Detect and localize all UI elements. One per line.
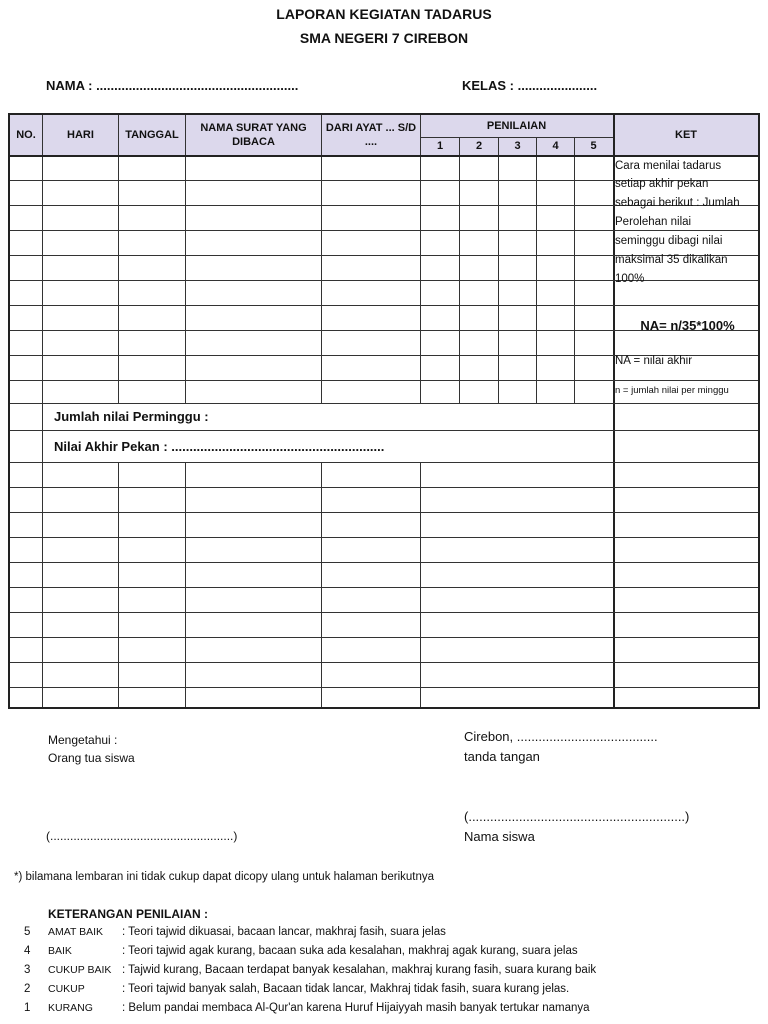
parent-signature-blank: (.......................................................) bbox=[46, 829, 238, 843]
keterangan-label: BAIK bbox=[48, 945, 72, 957]
summary-week: Jumlah nilai Perminggu : bbox=[54, 409, 209, 424]
table-hline bbox=[10, 687, 758, 688]
table-hline bbox=[10, 155, 758, 157]
table-hline bbox=[10, 662, 758, 663]
header-score-1: 1 bbox=[436, 139, 444, 152]
table-vline bbox=[185, 462, 186, 707]
mengetahui-label: Mengetahui : bbox=[48, 733, 118, 747]
keterangan-score: 2 bbox=[24, 983, 31, 995]
cirebon-date-field: Cirebon, ....................................... bbox=[464, 729, 658, 744]
table-hline bbox=[10, 612, 758, 613]
student-signature-blank: (............................................................) bbox=[464, 809, 690, 824]
kelas-field: KELAS : ...................... bbox=[462, 78, 598, 93]
tanda-tangan-label: tanda tangan bbox=[464, 749, 540, 764]
table-vline bbox=[118, 462, 119, 707]
table-vline bbox=[420, 115, 421, 403]
table-hline bbox=[10, 462, 758, 463]
table-hline bbox=[10, 403, 758, 404]
table-vline bbox=[42, 403, 43, 462]
table-hline bbox=[10, 380, 758, 381]
keterangan-score: 1 bbox=[24, 1002, 31, 1014]
keterangan-score: 4 bbox=[24, 945, 31, 957]
table-vline bbox=[321, 115, 322, 403]
table-vline bbox=[420, 462, 421, 707]
keterangan-title: KETERANGAN PENILAIAN : bbox=[48, 907, 209, 921]
keterangan-row bbox=[0, 983, 768, 1001]
school-name: SMA NEGERI 7 CIREBON bbox=[299, 30, 469, 46]
ket-line-2: sebagai berikut : Jumlah bbox=[615, 197, 740, 209]
ket-formula: NA= n/35*100% bbox=[640, 318, 735, 333]
keterangan-label: AMAT BAIK bbox=[48, 926, 104, 938]
keterangan-desc: : Tajwid kurang, Bacaan terdapat banyak kesalahan, makhraj kurang fasih, suara kurang baik bbox=[122, 964, 597, 976]
keterangan-score: 3 bbox=[24, 964, 31, 976]
table-hline bbox=[10, 512, 758, 513]
header-ket: KET bbox=[675, 128, 697, 141]
header-score-3: 3 bbox=[514, 139, 521, 152]
header-no: NO. bbox=[16, 128, 36, 141]
keterangan-row bbox=[0, 1002, 768, 1020]
table-vline bbox=[574, 137, 575, 403]
nama-siswa-label: Nama siswa bbox=[464, 829, 535, 844]
table-hline bbox=[10, 430, 758, 431]
footnote: *) bilamana lembaran ini tidak cukup dapat dicopy ulang untuk halaman berikutnya bbox=[14, 871, 435, 883]
keterangan-label: KURANG bbox=[48, 1002, 93, 1014]
table-hline bbox=[10, 587, 758, 588]
header-tanggal: TANGGAL bbox=[125, 128, 179, 141]
keterangan-row bbox=[0, 945, 768, 963]
keterangan-desc: : Teori tajwid banyak salah, Bacaan tidak lancar, Makhraj tidak fasih, suara kurang jelas. bbox=[122, 983, 570, 995]
keterangan-score: 5 bbox=[24, 926, 31, 938]
header-surat: NAMA SURAT YANG DIBACA bbox=[200, 121, 307, 148]
ket-na-definition: NA = nilai akhir bbox=[615, 355, 693, 367]
keterangan-desc: : Belum pandai membaca Al-Qur'an karena Huruf Hijaiyyah masih banyak tertukar namanya bbox=[122, 1002, 590, 1014]
table-hline bbox=[10, 637, 758, 638]
table-vline bbox=[459, 137, 460, 403]
table-hline bbox=[10, 230, 758, 231]
table-vline bbox=[118, 115, 119, 403]
header-score-4: 4 bbox=[552, 139, 559, 152]
orang-tua-label: Orang tua siswa bbox=[48, 751, 135, 765]
ket-n-definition: n = jumlah nilai per minggu bbox=[615, 385, 729, 396]
table-hline bbox=[10, 280, 758, 281]
ket-highlight: setiap akhir pekan bbox=[615, 178, 709, 190]
ket-line-6: 100% bbox=[615, 273, 645, 285]
keterangan-row bbox=[0, 964, 768, 982]
table-hline bbox=[10, 562, 758, 563]
header-hari: HARI bbox=[67, 128, 94, 141]
table-vline bbox=[536, 137, 537, 403]
table-vline bbox=[185, 115, 186, 403]
keterangan-desc: : Teori tajwid dikuasai, bacaan lancar, makhraj fasih, suara jelas bbox=[122, 926, 446, 938]
header-ayat: DARI AYAT ... S/D .... bbox=[325, 121, 417, 148]
nama-field: NAMA : ........................................................ bbox=[46, 78, 299, 93]
header-score-2: 2 bbox=[475, 139, 483, 152]
table-hline bbox=[10, 305, 758, 306]
header-score-5: 5 bbox=[590, 139, 597, 152]
keterangan-label: CUKUP bbox=[48, 983, 85, 995]
keterangan-row bbox=[0, 926, 768, 944]
table-hline bbox=[10, 537, 758, 538]
ket-line-3: Perolehan nilai bbox=[615, 216, 692, 228]
ket-line-5: maksimal 35 dikalikan bbox=[615, 254, 728, 266]
table-hline bbox=[10, 487, 758, 488]
summary-final: Nilai Akhir Pekan : ........................................................... bbox=[54, 439, 385, 454]
keterangan-label: CUKUP BAIK bbox=[48, 964, 112, 976]
report-title: LAPORAN KEGIATAN TADARUS bbox=[276, 6, 492, 22]
table-vline bbox=[42, 115, 43, 403]
header-penilaian: PENILAIAN bbox=[486, 119, 547, 132]
keterangan-desc: : Teori tajwid agak kurang, bacaan suka ada kesalahan, makhraj agak kurang, suara jelas bbox=[122, 945, 578, 957]
ket-line-1: Cara menilai tadarus bbox=[615, 160, 722, 172]
table-vline bbox=[321, 462, 322, 707]
ket-line-4: seminggu dibagi nilai bbox=[615, 235, 723, 247]
table-vline bbox=[42, 462, 43, 707]
table-vline bbox=[498, 137, 499, 403]
